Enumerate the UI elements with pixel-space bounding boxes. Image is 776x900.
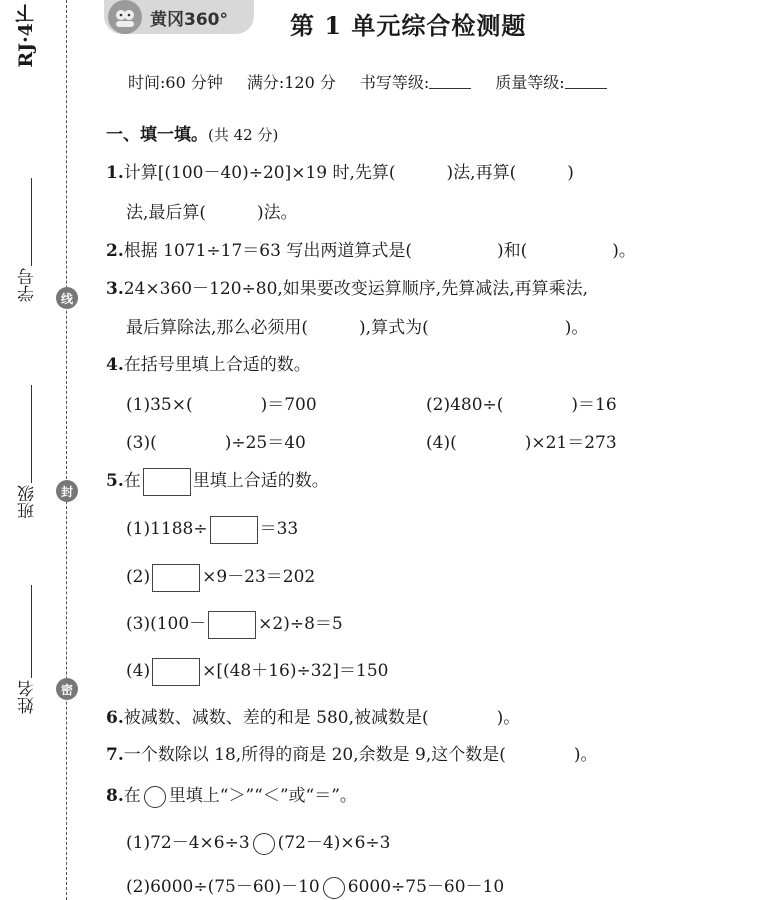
expr-right: 6000÷75－60－10 (347, 877, 505, 897)
question-3-line-1 (106, 274, 588, 299)
student-id-field[interactable] (31, 178, 32, 266)
section-title: 一、填一填。 (106, 125, 208, 145)
question-1-line-1 (106, 158, 574, 183)
writing-grade-field[interactable] (429, 70, 471, 89)
question-number: 1. (106, 163, 124, 183)
full-score: 满分:120 分 (246, 73, 336, 92)
writing-grade-label: 书写等级: (359, 73, 430, 92)
section-heading (106, 120, 278, 145)
compare-circle[interactable] (323, 877, 345, 899)
expr-pre: (2) (126, 567, 151, 587)
edition-label: RJ·4下 (15, 4, 37, 68)
quality-grade-field[interactable] (565, 70, 607, 89)
answer-box[interactable] (210, 516, 258, 544)
time-limit: 时间:60 分钟 (128, 73, 223, 92)
answer-box[interactable] (208, 611, 256, 639)
question-4-part-3: (3)( )÷25＝40 (126, 433, 306, 453)
answer-box (143, 468, 191, 496)
brand-name: 黄冈360° (150, 9, 228, 30)
question-number: 8. (106, 786, 124, 806)
question-text-post: 里填上“＞”“＜”或“＝”。 (168, 786, 357, 806)
expr-post: ×[(48＋16)÷32]＝150 (202, 661, 389, 681)
name-label: 姓名 (18, 680, 38, 714)
expr-post: ＝33 (259, 519, 299, 539)
question-5-part-1 (126, 514, 298, 544)
question-number: 6. (106, 708, 124, 728)
quality-grade-label: 质量等级: (495, 73, 565, 92)
question-number: 2. (106, 241, 124, 261)
class-field[interactable] (31, 385, 32, 483)
compare-circle[interactable] (253, 833, 275, 855)
answer-box[interactable] (152, 564, 200, 592)
question-text-pre: 在 (123, 786, 141, 806)
mascot-icon (108, 0, 142, 34)
question-text-post: 里填上合适的数。 (192, 471, 329, 491)
question-5 (106, 466, 329, 496)
question-number: 4. (106, 355, 124, 375)
question-number: 7. (106, 745, 124, 765)
page-title: 第 1 单元综合检测题 (290, 11, 527, 40)
question-text: 被减数、减数、差的和是 580,被减数是( )。 (123, 708, 521, 728)
question-text: 24×360－120÷80,如果要改变运算顺序,先算减法,再算乘法, (123, 279, 589, 299)
question-text: 一个数除以 18,所得的商是 20,余数是 9,这个数是( )。 (123, 745, 598, 765)
expr-post: ×9－23＝202 (202, 567, 316, 587)
cut-line (66, 0, 67, 900)
question-4-part-1: (1)35×( )＝700 (126, 395, 317, 415)
question-4-part-4: (4)( )×21＝273 (426, 433, 617, 453)
expr-post: ×2)÷8＝5 (258, 614, 343, 634)
student-id-label: 学号 (18, 268, 38, 302)
expr-pre: (4) (126, 661, 151, 681)
question-2 (106, 236, 636, 261)
question-number: 5. (106, 471, 124, 491)
question-8-part-2 (126, 872, 504, 899)
question-4 (106, 350, 311, 375)
expr-left: (2)6000÷(75－60)－10 (126, 877, 320, 897)
question-text: 根据 1071÷17＝63 写出两道算式是( )和( )。 (123, 241, 636, 261)
question-8-part-1 (126, 828, 391, 855)
seal-mi: 密 (56, 678, 78, 700)
expr-right: (72－4)×6÷3 (277, 833, 391, 853)
question-4-part-2: (2)480÷( )＝16 (426, 395, 617, 415)
question-6 (106, 703, 520, 728)
class-label: 班级 (18, 485, 38, 519)
section-points: (共 42 分) (208, 126, 279, 144)
question-text: 计算[(100－40)÷20]×19 时,先算( )法,再算( ) (123, 163, 574, 183)
circle-symbol (144, 786, 166, 808)
question-5-part-3 (126, 609, 343, 639)
question-3-line-2: 最后算除法,那么必须用( ),算式为( )。 (126, 318, 589, 338)
question-8 (106, 781, 357, 808)
question-5-part-4 (126, 656, 388, 686)
question-1-line-2: 法,最后算( )法。 (126, 203, 298, 223)
expr-left: (1)72－4×6÷3 (126, 833, 250, 853)
question-number: 3. (106, 279, 124, 299)
expr-pre: (1)1188÷ (126, 519, 208, 539)
question-text-pre: 在 (123, 471, 141, 491)
question-text: 在括号里填上合适的数。 (123, 355, 311, 375)
question-7 (106, 740, 598, 765)
binding-margin (0, 0, 100, 900)
question-5-part-2 (126, 562, 315, 592)
answer-box[interactable] (152, 658, 200, 686)
name-field[interactable] (31, 585, 32, 678)
exam-info (128, 70, 607, 93)
seal-feng: 封 (56, 480, 78, 502)
brand-badge (104, 0, 254, 34)
seal-xian: 线 (56, 287, 78, 309)
expr-pre: (3)(100－ (126, 614, 207, 634)
